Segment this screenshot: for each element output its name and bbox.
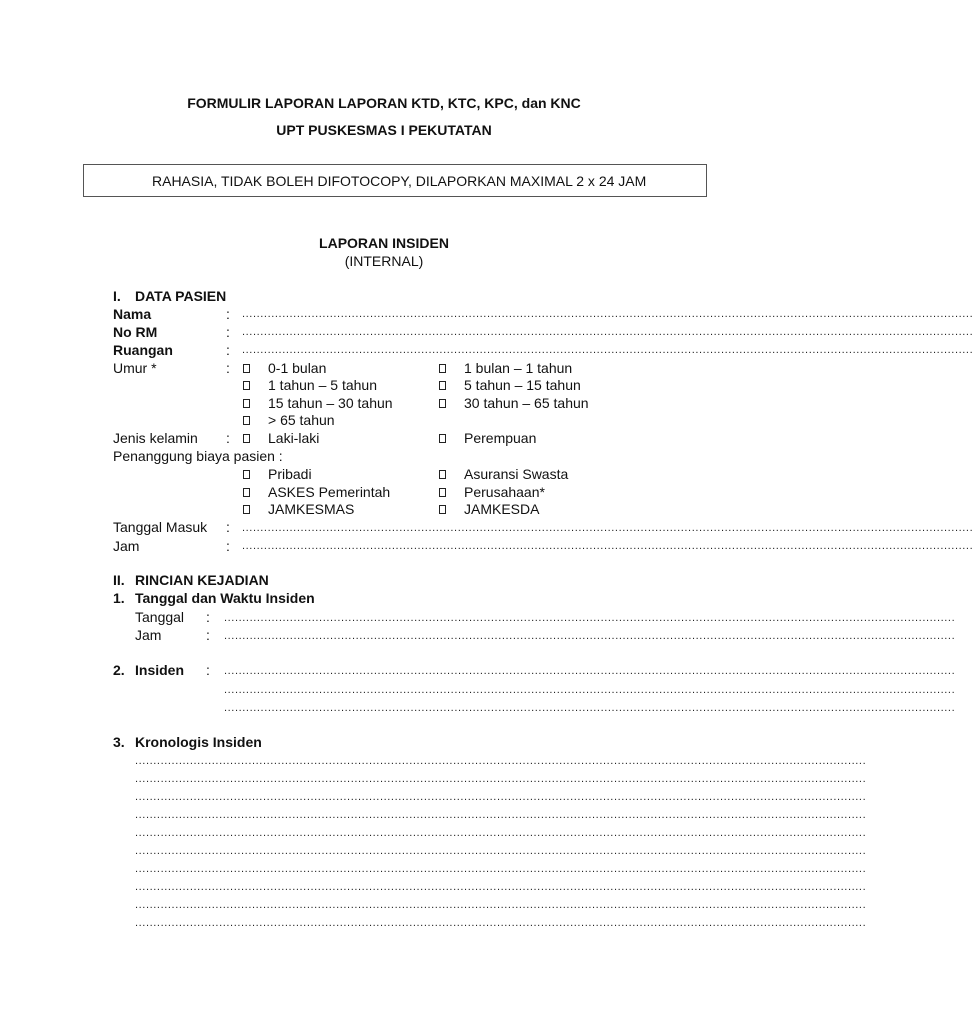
umur-checkbox-5[interactable] [439, 399, 446, 408]
umur-checkbox-4[interactable] [243, 399, 250, 408]
penanggung-label: Penanggung biaya pasien : [113, 448, 283, 464]
item2-title: Insiden [135, 662, 185, 678]
insiden-tanggal-field[interactable]: ........................................................................................................................................................................................................ [224, 612, 956, 624]
jenis-kelamin-colon: : [226, 430, 230, 446]
biaya-option-5: JAMKESDA [464, 501, 540, 517]
kronologis-line[interactable]: ........................................................................................................................................................................................................ [135, 773, 867, 785]
biaya-checkbox-3[interactable] [439, 488, 446, 497]
kronologis-line[interactable]: ........................................................................................................................................................................................................ [135, 917, 867, 929]
insiden-line[interactable]: ........................................................................................................................................................................................................ [224, 684, 956, 696]
item2-number: 2. [113, 662, 125, 678]
umur-checkbox-6[interactable] [243, 416, 250, 425]
item3-number: 3. [113, 734, 125, 750]
umur-option-6: > 65 tahun [268, 412, 335, 428]
ruangan-colon: : [226, 342, 230, 358]
insiden-tanggal-colon: : [206, 609, 210, 625]
kronologis-line[interactable]: ........................................................................................................................................................................................................ [135, 863, 867, 875]
kronologis-line[interactable]: ........................................................................................................................................................................................................ [135, 809, 867, 821]
biaya-option-2: ASKES Pemerintah [268, 484, 391, 500]
kronologis-line[interactable]: ........................................................................................................................................................................................................ [135, 791, 867, 803]
biaya-option-3: Perusahaan* [464, 484, 545, 500]
jenis-kelamin-label: Jenis kelamin [113, 430, 198, 446]
umur-checkbox-0[interactable] [243, 364, 250, 373]
nama-colon: : [226, 306, 230, 322]
umur-colon: : [226, 360, 230, 376]
gender-checkbox-male[interactable] [243, 434, 250, 443]
biaya-checkbox-5[interactable] [439, 505, 446, 514]
insiden-tanggal-label: Tanggal [135, 609, 185, 625]
biaya-option-0: Pribadi [268, 466, 312, 482]
section1-title: DATA PASIEN [135, 288, 227, 304]
report-subtitle: (INTERNAL) [344, 253, 424, 269]
confidential-notice-box [83, 164, 707, 197]
no-rm-field[interactable]: ........................................................................................................................................................................................................ [242, 326, 973, 338]
item2-colon: : [206, 662, 210, 678]
gender-checkbox-female[interactable] [439, 434, 446, 443]
umur-option-1: 1 bulan – 1 tahun [464, 360, 573, 376]
item1-title: Tanggal dan Waktu Insiden [135, 590, 315, 606]
no-rm-colon: : [226, 324, 230, 340]
nama-field[interactable]: ........................................................................................................................................................................................................ [242, 308, 973, 320]
biaya-checkbox-0[interactable] [243, 470, 250, 479]
insiden-jam-label: Jam [135, 627, 162, 643]
umur-label: Umur * [113, 360, 157, 376]
insiden-jam-field[interactable]: ........................................................................................................................................................................................................ [224, 630, 956, 642]
item1-number: 1. [113, 590, 125, 606]
kronologis-line[interactable]: ........................................................................................................................................................................................................ [135, 881, 867, 893]
nama-label: Nama [113, 306, 152, 322]
biaya-option-1: Asuransi Swasta [464, 466, 569, 482]
insiden-line[interactable]: ........................................................................................................................................................................................................ [224, 702, 956, 714]
form-title: FORMULIR LAPORAN LAPORAN KTD, KTC, KPC, dan KNC [187, 95, 581, 111]
tanggal-masuk-colon: : [226, 519, 230, 535]
kronologis-line[interactable]: ........................................................................................................................................................................................................ [135, 899, 867, 911]
biaya-checkbox-1[interactable] [439, 470, 446, 479]
section2-number: II. [113, 572, 125, 588]
umur-option-5: 30 tahun – 65 tahun [464, 395, 589, 411]
no-rm-label: No RM [113, 324, 158, 340]
ruangan-label: Ruangan [113, 342, 173, 358]
report-title: LAPORAN INSIDEN [319, 235, 449, 251]
jam-masuk-field[interactable]: ........................................................................................................................................................................................................ [242, 540, 973, 552]
tanggal-masuk-label: Tanggal Masuk [113, 519, 208, 535]
gender-option-female: Perempuan [464, 430, 537, 446]
tanggal-masuk-field[interactable]: ........................................................................................................................................................................................................ [242, 522, 973, 534]
kronologis-line[interactable]: ........................................................................................................................................................................................................ [135, 755, 867, 767]
kronologis-line[interactable]: ........................................................................................................................................................................................................ [135, 845, 867, 857]
confidential-notice-text: RAHASIA, TIDAK BOLEH DIFOTOCOPY, DILAPORKAN MAXIMAL 2 x 24 JAM [152, 173, 647, 189]
gender-option-male: Laki-laki [268, 430, 320, 446]
jam-masuk-label: Jam [113, 538, 140, 554]
ruangan-field[interactable]: ........................................................................................................................................................................................................ [242, 344, 973, 356]
biaya-checkbox-4[interactable] [243, 505, 250, 514]
section2-title: RINCIAN KEJADIAN [135, 572, 269, 588]
umur-checkbox-3[interactable] [439, 381, 446, 390]
kronologis-line[interactable]: ........................................................................................................................................................................................................ [135, 827, 867, 839]
biaya-option-4: JAMKESMAS [268, 501, 355, 517]
jam-masuk-colon: : [226, 538, 230, 554]
umur-option-4: 15 tahun – 30 tahun [268, 395, 393, 411]
umur-option-3: 5 tahun – 15 tahun [464, 377, 581, 393]
umur-option-0: 0-1 bulan [268, 360, 327, 376]
biaya-checkbox-2[interactable] [243, 488, 250, 497]
umur-option-2: 1 tahun – 5 tahun [268, 377, 377, 393]
insiden-jam-colon: : [206, 627, 210, 643]
umur-checkbox-1[interactable] [439, 364, 446, 373]
insiden-line[interactable]: ........................................................................................................................................................................................................ [224, 665, 956, 677]
form-subtitle: UPT PUSKESMAS I PEKUTATAN [276, 122, 492, 138]
section1-number: I. [113, 288, 121, 304]
item3-title: Kronologis Insiden [135, 734, 262, 750]
umur-checkbox-2[interactable] [243, 381, 250, 390]
